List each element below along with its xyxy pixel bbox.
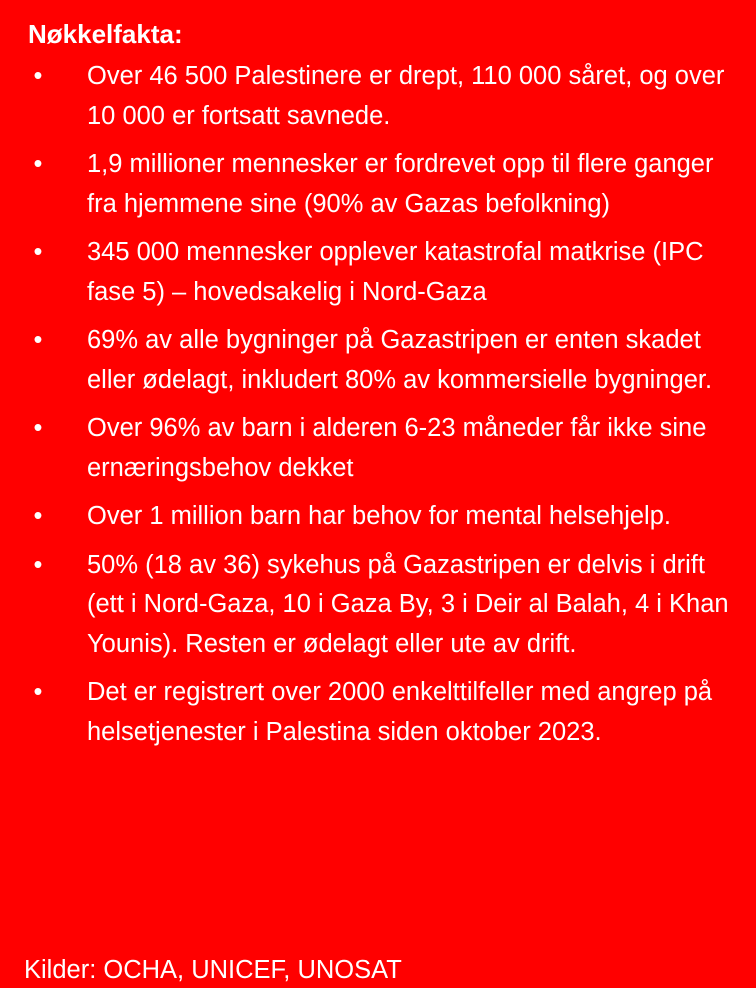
- list-item: [28, 673, 756, 752]
- bullet-icon: •: [33, 150, 43, 178]
- fact-text: Det er registrert over 2000 enkelttilfeller med angrep på helsetjenester i Palestina siden oktober 2023.: [87, 678, 713, 746]
- sources-line: Kilder: OCHA, UNICEF, UNOSAT: [24, 956, 402, 984]
- fact-text: 69% av alle bygninger på Gazastripen er enten skadet eller ødelagt, inkludert 80% av kommersielle bygninger.: [87, 326, 713, 394]
- list-item: [28, 409, 756, 488]
- bullet-icon: •: [33, 62, 43, 90]
- bullet-icon: •: [33, 238, 43, 266]
- bullet-icon: •: [33, 326, 43, 354]
- list-item: [28, 321, 756, 400]
- list-item: [28, 497, 756, 537]
- bullet-icon: •: [33, 550, 43, 579]
- key-facts-list: [28, 57, 756, 752]
- fact-text: 345 000 mennesker opplever katastrofal matkrise (IPC fase 5) – hovedsakelig i Nord-Gaza: [87, 238, 704, 306]
- list-item: [28, 145, 756, 224]
- fact-text: Over 1 million barn har behov for mental helsehjelp.: [87, 502, 671, 530]
- list-item: [28, 57, 756, 136]
- fact-text: Over 96% av barn i alderen 6-23 måneder får ikke sine ernæringsbehov dekket: [87, 414, 707, 482]
- fact-text: 1,9 millioner mennesker er fordrevet opp til flere ganger fra hjemmene sine (90% av Gazas befolkning): [87, 150, 714, 218]
- bullet-icon: •: [33, 502, 43, 530]
- list-item: [28, 546, 756, 665]
- bullet-icon: •: [33, 678, 43, 706]
- list-item: [28, 233, 756, 312]
- key-facts-title: Nøkkelfakta:: [28, 19, 183, 49]
- bullet-icon: •: [33, 414, 43, 442]
- fact-text: 50% (18 av 36) sykehus på Gazastripen er delvis i drift (ett i Nord-Gaza, 10 i Gaza By, 3 i Deir al Balah, 4 i Khan Younis). Resten er ødelagt eller ute av drift.: [87, 550, 729, 658]
- fact-text: Over 46 500 Palestinere er drept, 110 000 såret, og over 10 000 er fortsatt savnede.: [87, 62, 725, 130]
